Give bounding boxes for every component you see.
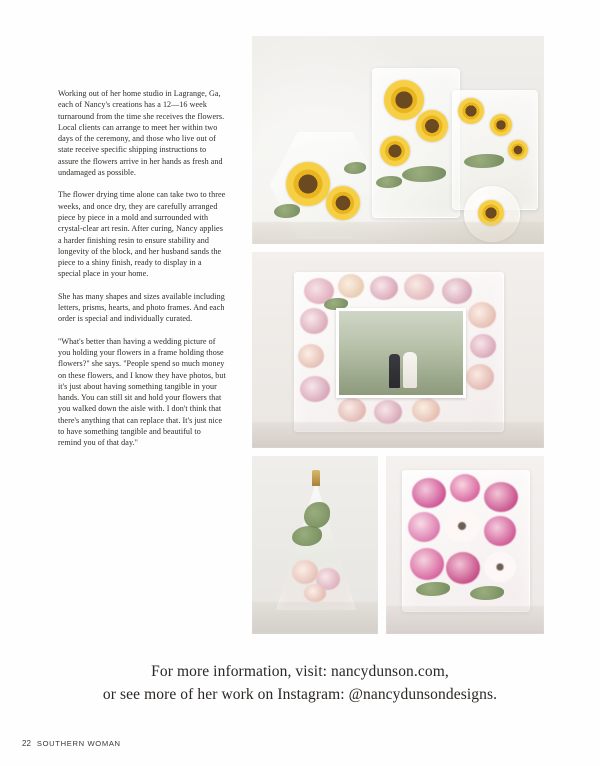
paragraph-4-pull-quote: "What's better than having a wedding picture of you holding your flowers in a frame holding those flowers?" she says. "People spend so much money on these flowers, and I know they have photos, but it's just about having something tangible in your hands. You can still sit and hold your flowers that you walked down the aisle with. I don't think that there's anything that can replace that. It's just nice to have something tangible and beautiful to remind you of that day." (58, 336, 226, 448)
rose-bloom (370, 276, 398, 300)
rose-bloom (466, 364, 494, 390)
rose-bloom (412, 398, 440, 422)
groom-figure (389, 354, 400, 388)
bride-figure (403, 352, 417, 388)
rose-bloom (470, 334, 496, 358)
rose-bloom (468, 302, 496, 328)
sunflower-bloom (416, 110, 448, 142)
rose-bloom (404, 274, 434, 300)
table-shadow (252, 422, 544, 448)
publication-name: SOUTHERN WOMAN (36, 739, 121, 748)
rose-bloom (292, 560, 318, 584)
table-shadow (386, 606, 544, 634)
magenta-bloom (484, 516, 516, 546)
callout-line-2: or see more of her work on Instagram: @nancydunsondesigns. (102, 686, 498, 703)
gold-finial-icon (312, 470, 320, 486)
wedding-photo-inset (336, 308, 466, 398)
rose-bloom (338, 398, 366, 422)
article-text-column (58, 88, 226, 449)
sunflower-bloom (508, 140, 528, 160)
rose-bloom (338, 274, 364, 298)
rose-bloom (300, 308, 328, 334)
magenta-bloom (408, 512, 440, 542)
magenta-bloom (450, 474, 480, 502)
page-footer (22, 739, 121, 748)
photo-frame-resin-block-photo (252, 252, 544, 448)
sunflower-resin-collection-photo (252, 36, 544, 244)
sunflower-bloom (458, 98, 484, 124)
rose-bloom (304, 584, 326, 602)
magenta-bloom (412, 478, 446, 508)
pink-floral-resin-block-photo (386, 456, 544, 634)
sunflower-bloom (286, 162, 330, 206)
white-anemone-bloom (484, 552, 516, 582)
magenta-bloom (410, 548, 444, 580)
sunflower-bloom (380, 136, 410, 166)
paragraph-3: She has many shapes and sizes available including letters, prisms, hearts, and photo frames. And each order is special and individually curated. (58, 291, 225, 324)
rose-bloom (442, 278, 472, 304)
callout-line-1: For more information, visit: nancydunson.com, (151, 663, 449, 680)
sunflower-bloom (490, 114, 512, 136)
page-number: 22 (22, 739, 31, 748)
table-shadow (252, 222, 544, 244)
rose-bloom (300, 376, 330, 402)
white-anemone-bloom (444, 510, 480, 542)
rose-bloom (298, 344, 324, 368)
sunflower-bloom (326, 186, 360, 220)
sunflower-bloom (384, 80, 424, 120)
contact-callout (0, 660, 600, 706)
table-shadow (252, 602, 378, 634)
rose-bloom (374, 400, 402, 424)
magenta-bloom (484, 482, 518, 512)
paragraph-1: Working out of her home studio in Lagrange, Ga, each of Nancy's creations has a 12—16 week turnaround from the time she receives the flowers. Local clients can arrange to meet her within two days of the ceremony, and those who live out of state receive specific shipping instructions to assure the flowers arrive in her hands as fresh and undamaged as possible. (58, 89, 225, 178)
magenta-bloom (446, 552, 480, 584)
paragraph-2: The flower drying time alone can take two to three weeks, and once dry, they are carefully arranged piece by piece in a mold and surrounded with crystal-clear art resin. After curing, Nancy applies a harder finishing resin to ensure stability and longevity of the block, and her husband sands the piece to a shiny finish, ready to display in a special place in your home. (58, 190, 226, 279)
resin-cone-keepsake-photo (252, 456, 378, 634)
